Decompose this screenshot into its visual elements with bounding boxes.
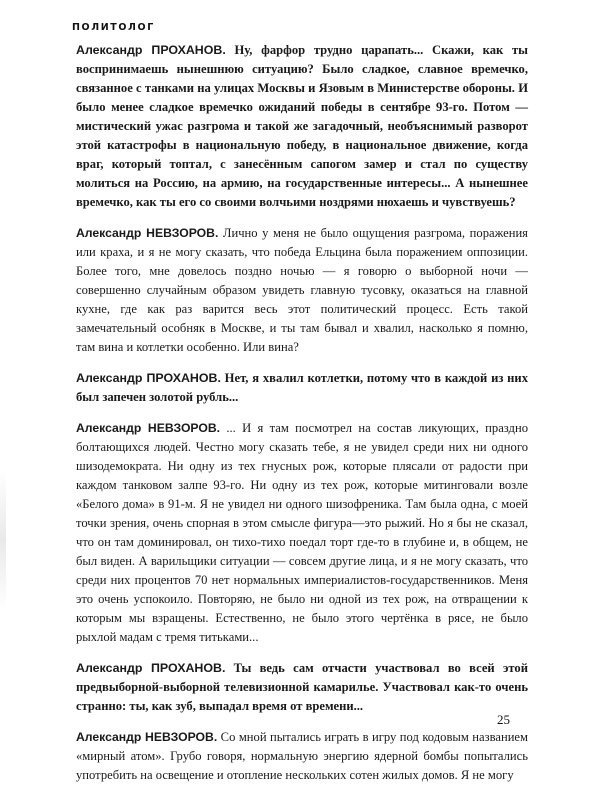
paragraph-nevzorov-1 bbox=[76, 224, 528, 357]
scan-artifact bbox=[0, 470, 6, 610]
paragraph-nevzorov-3 bbox=[76, 728, 528, 785]
page-number: 25 bbox=[497, 712, 510, 727]
paragraph-prokhanov-3 bbox=[76, 659, 528, 716]
paragraph-text: ... И я там посмотрел на состав ликующих, праздно болтающихся людей. Честно могу сказать тебе, я не увидел среди них ни одного шизодемократа. Ни одну из тех гнусных рож, которые плясали от радости при каждом танковом залпе 93-го. Ни одну из тех рож, которые митинговали возле «Белого дома» в 91-м. Я не увидел ни одного шизофреника. Там была одна, с моей точки зрения, очень спорная в этом смысле фигура—это рыжий. Но я бы не сказал, что он там доминировал, он тихо-тихо поедал торт где-то в глубине и, в общем, не был виден. А варильщики ситуации — совсем другие лица, и я не могу сказать, что среди них процентов 70 нет нормальных империалистов-государственников. Меня это очень успокоило. Повторяю, не было ни одной из тех рож, на отвращении к которым мы взращены. Естественно, не было этого чертёнка в рясе, не было рыхлой мадам с тремя титьками... bbox=[76, 421, 528, 644]
paragraph-nevzorov-2 bbox=[76, 419, 528, 647]
paragraph-text: Лично у меня не было ощущения разгрома, поражения или краха, и я не могу сказать, что победа Ельцина была поражением оппозиции. Более того, мне довелось поздно ночью — я говорю о выборной ночи — совершенно случайным образом увидеть главную тусовку, оказаться на главной кухне, где как раз варится весь этот политический процесс. Есть такой замечательный особняк в Москве, и ты там бывал и хвалил, насколько я помню, там вина и котлетки особенно. Или вина? bbox=[76, 226, 528, 354]
running-head: ПОЛИТОЛОГ bbox=[72, 22, 155, 33]
paragraph-prokhanov-2 bbox=[76, 369, 528, 407]
speaker-name: Александр НЕВЗОРОВ. bbox=[76, 226, 219, 240]
paragraph-text: Со мной пытались играть в игру под кодовым названием «мирный атом». Грубо говоря, нормальную энергию ядерной бомбы попытались употребить на освещение и отопление нескольких сотен жилых домов. Я не могу bbox=[76, 730, 528, 782]
speaker-name: Александр ПРОХАНОВ. bbox=[76, 661, 226, 675]
paragraph-prokhanov-1 bbox=[76, 41, 528, 212]
speaker-name: Александр ПРОХАНОВ. bbox=[76, 43, 226, 57]
paragraph-text: Ну, фарфор трудно царапать... Скажи, как ты воспринимаешь нынешнюю ситуацию? Было сладкое, славное времечко, связанное с танками на улицах Москвы и Язовым в Министерстве обороны. И было менее сладкое времечко ожиданий победы в сентябре 93-го. Потом — мистический ужас разгрома и такой же загадочный, необъяснимый разворот этой катастрофы в национальную победу, в национальное движение, когда враг, который топтал, с занесённым сапогом замер и стал по существу молиться на Россию, на армию, на государственные интересы... А нынешнее времечко, как ты его со своими волчьими ноздрями нюхаешь и чувствуешь? bbox=[76, 43, 528, 209]
speaker-name: Александр ПРОХАНОВ. bbox=[76, 371, 221, 385]
paragraph-text: Нет, я хвалил котлетки, потому что в каждой из них был запечен золотой рубль... bbox=[76, 371, 528, 404]
paragraph-text: Ты ведь сам отчасти участвовал во всей этой предвыборной-выборной телевизионной камарилье. Участвовал как-то очень странно: ты, как зуб, выпадал время от времени... bbox=[76, 661, 528, 713]
speaker-name: Александр НЕВЗОРОВ. bbox=[76, 730, 218, 744]
speaker-name: Александр НЕВЗОРОВ. bbox=[76, 421, 221, 435]
page-content bbox=[76, 41, 528, 797]
